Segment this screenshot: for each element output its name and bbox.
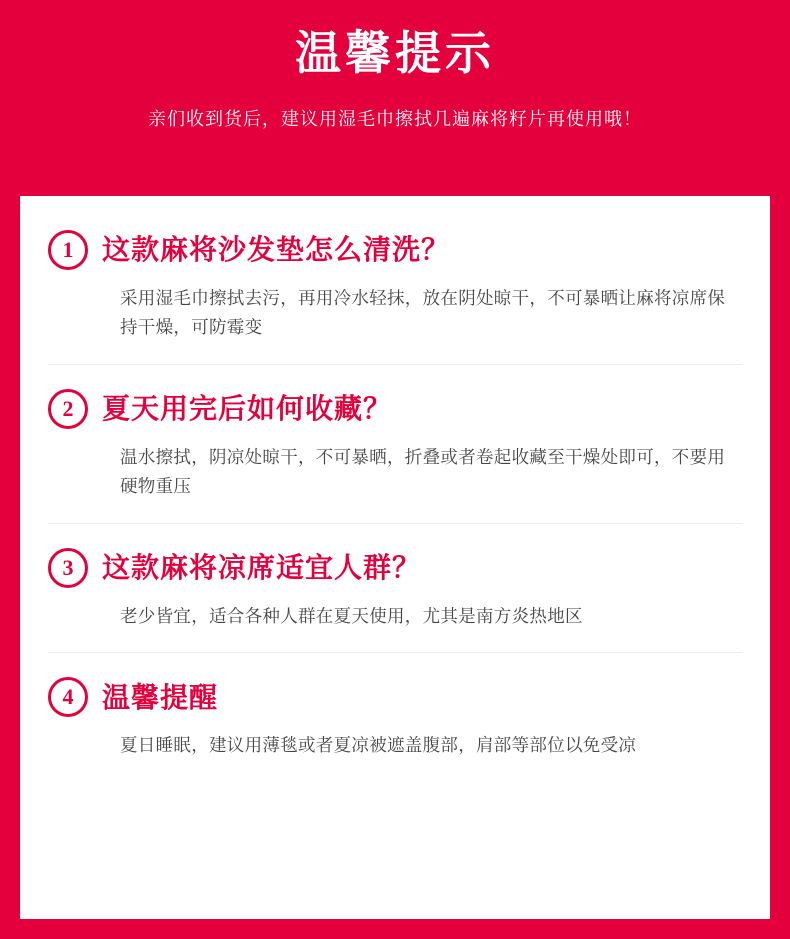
faq-item-header bbox=[48, 230, 742, 270]
faq-item-header bbox=[48, 677, 742, 717]
faq-question: 这款麻将沙发垫怎么清洗？ bbox=[102, 234, 451, 266]
faq-item-header bbox=[48, 389, 742, 429]
faq-answer: 温水擦拭，阴凉处晾干，不可暴晒，折叠或者卷起收藏至干燥处即可，不要用硬物重压 bbox=[120, 446, 726, 496]
faq-item bbox=[48, 652, 742, 782]
faq-item bbox=[48, 364, 742, 523]
faq-item bbox=[48, 230, 742, 364]
page-subtitle: 亲们收到货后，建议用湿毛巾擦拭几遍麻将籽片再使用哦！ bbox=[148, 109, 642, 130]
faq-question: 夏天用完后如何收藏？ bbox=[102, 392, 393, 424]
faq-number-badge: 1 bbox=[48, 230, 88, 270]
page-header bbox=[0, 0, 790, 131]
faq-question: 温馨提醒 bbox=[102, 681, 219, 713]
faq-number-badge: 3 bbox=[48, 548, 88, 588]
faq-item-header bbox=[48, 548, 742, 588]
faq-question: 这款麻将凉席适宜人群？ bbox=[102, 551, 422, 583]
faq-number-badge: 2 bbox=[48, 389, 88, 429]
faq-answer: 夏日睡眠，建议用薄毯或者夏凉被遮盖腹部，肩部等部位以免受凉 bbox=[120, 735, 637, 756]
faq-answer: 采用湿毛巾擦拭去污，再用冷水轻抹，放在阴处晾干，不可暴晒让麻将凉席保持干燥，可防霉变 bbox=[120, 288, 726, 337]
faq-answer: 老少皆宜，适合各种人群在夏天使用，尤其是南方炎热地区 bbox=[120, 605, 583, 626]
faq-card bbox=[20, 196, 770, 919]
faq-number-badge: 4 bbox=[48, 677, 88, 717]
page-title: 温馨提示 bbox=[295, 27, 495, 79]
faq-item bbox=[48, 523, 742, 653]
